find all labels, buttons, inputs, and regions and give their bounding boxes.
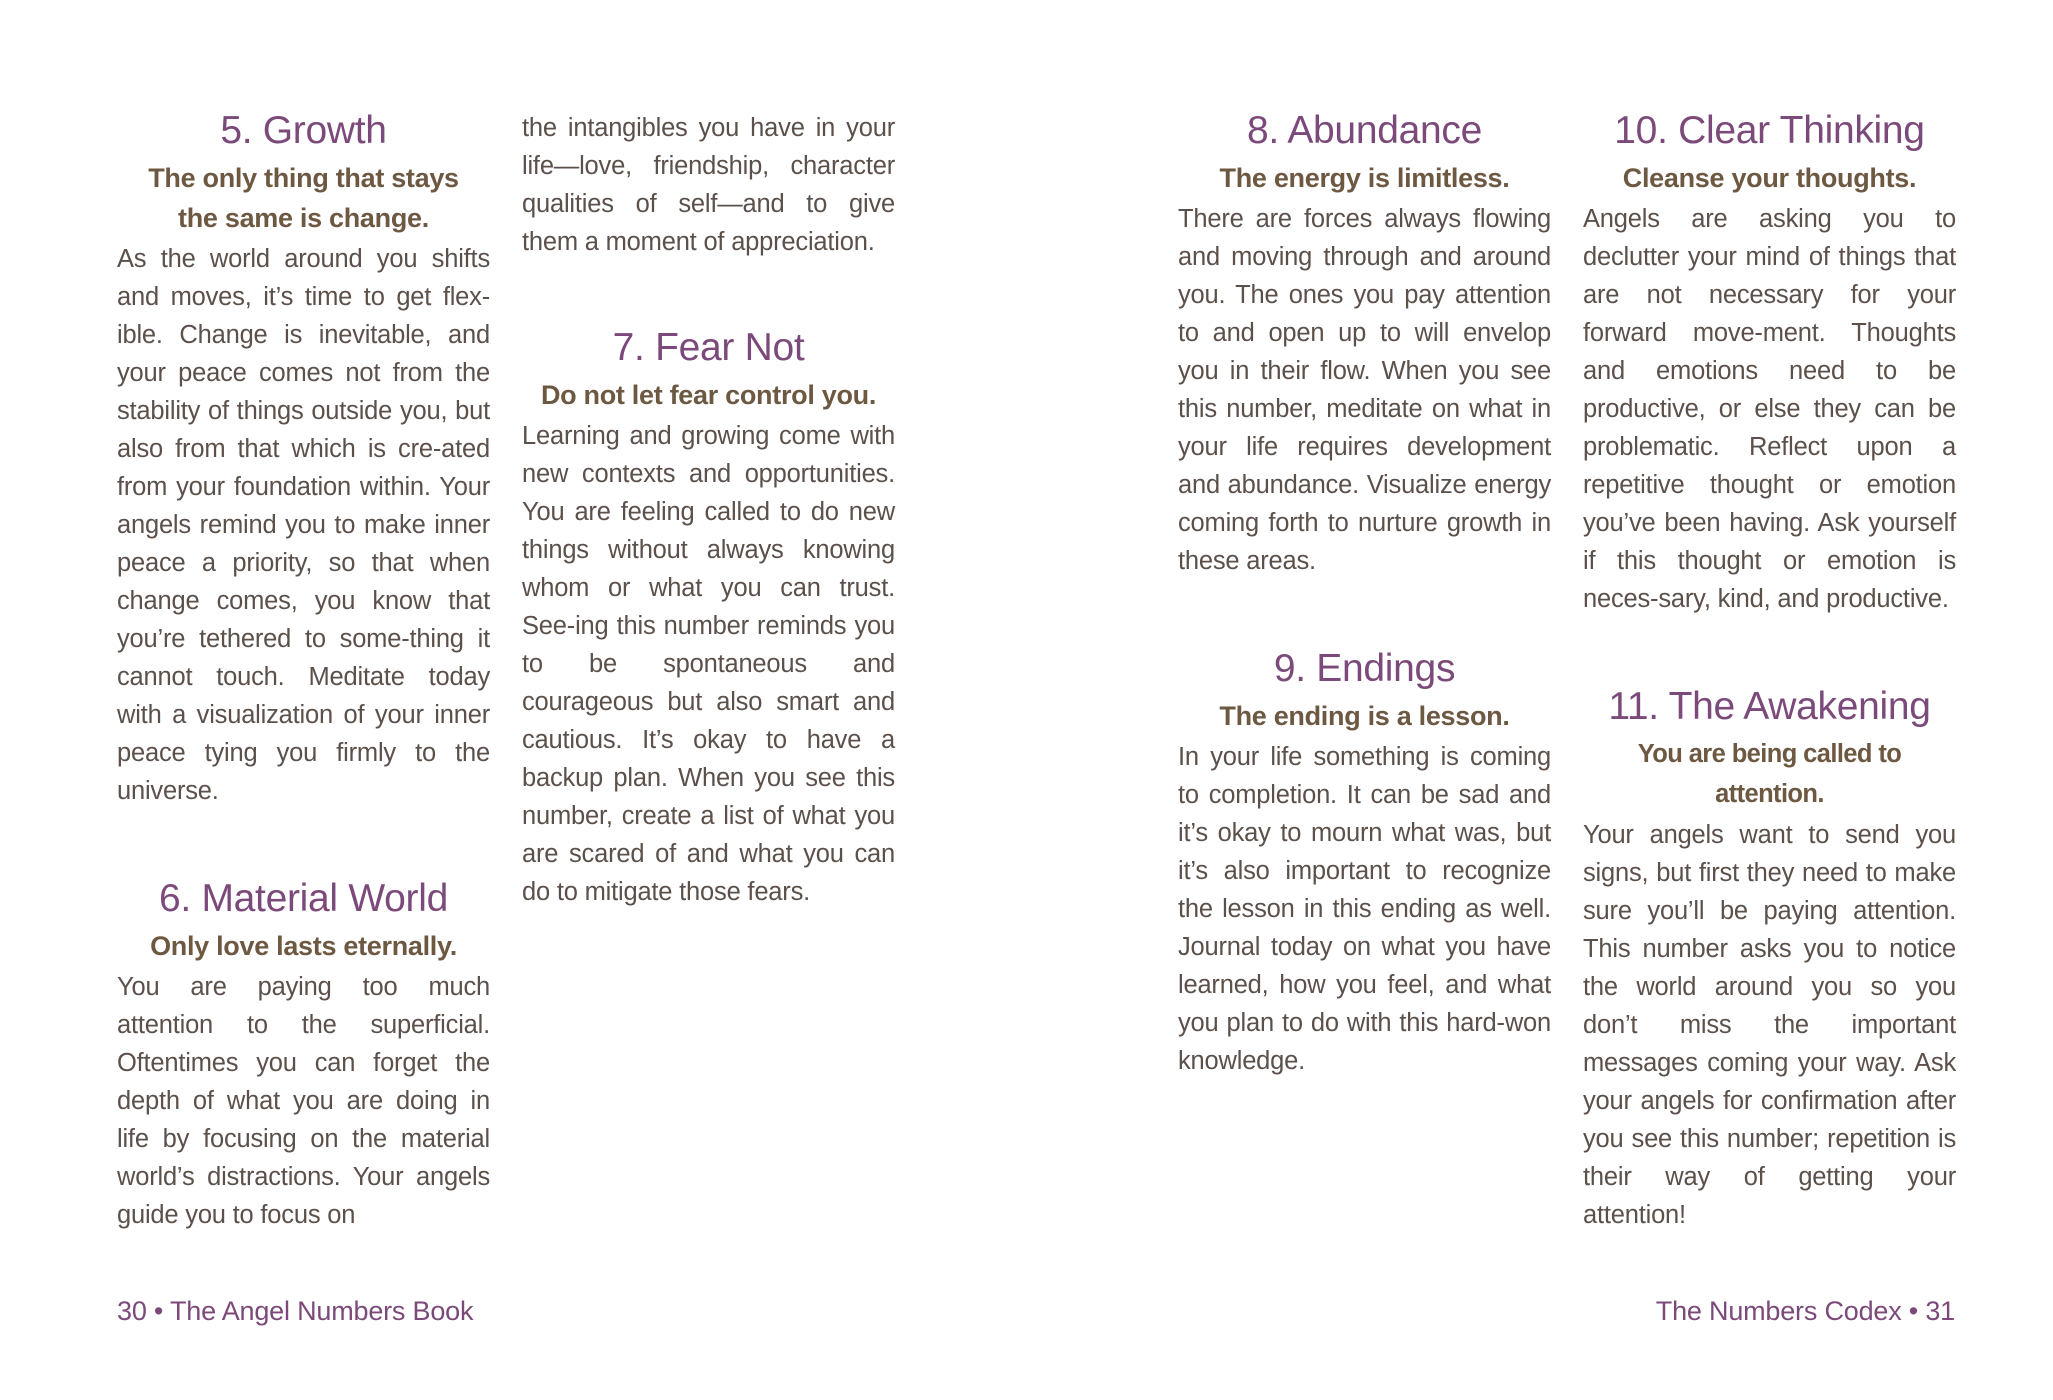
- section-subheading: The energy is limitless.: [1219, 163, 1510, 193]
- section-body: Learning and growing come with new contexts and opportunities. You are feeling called to do new things without always knowing whom or what you can trust. See-ing this number reminds you to be spontaneous and courageous but also smart and cautious. It’s okay to have a backup plan. When you see this number, create a list of what you are scared of and what you can do to mitigate those fears.: [522, 422, 895, 906]
- spacer: [1583, 618, 1956, 684]
- section-body: Angels are asking you to declutter your mind of things that are not necessary for your forward move-ment. Thoughts and emotions need to be productive, or else they can be problematic. Reflect upon a repetitive thought or emotion you’ve been having. Ask yourself if this thought or emotion is neces-sary, kind, and productive.: [1583, 205, 1956, 613]
- section-7-fear-not: [522, 325, 895, 911]
- column-4: [1583, 108, 1956, 1234]
- column-2: [522, 109, 895, 911]
- section-subheading: Do not let fear control you.: [540, 380, 877, 410]
- column-1: [117, 108, 490, 1234]
- section-heading: 7. Fear Not: [612, 326, 805, 369]
- section-body: In your life something is coming to completion. It can be sad and it’s okay to mourn what was, but it’s also important to recognize the lesson in this ending as well. Journal today on what you have learned, how you feel, and what you plan to do with this hard-won knowledge.: [1178, 743, 1551, 1075]
- section-body-continued: the intangibles you have in your life—love, friendship, character qualities of self—and to give them a moment of appreciation.: [522, 114, 895, 256]
- section-subheading: You are being called to attention.: [1637, 740, 1902, 808]
- section-11-the-awakening: [1583, 684, 1956, 1234]
- page-footer-left: 30 • The Angel Numbers Book: [117, 1296, 474, 1326]
- section-heading: 5. Growth: [220, 109, 387, 152]
- section-6-material-world: [117, 876, 490, 1234]
- section-body: You are paying too much attention to the superficial. Oftentimes you can forget the depth of what you are doing in life by focusing on the material world’s distractions. Your angels guide you to focus on: [117, 973, 490, 1229]
- section-subheading: Only love lasts eternally.: [150, 931, 457, 961]
- section-subheading: The ending is a lesson.: [1219, 701, 1510, 731]
- page-footer-right: The Numbers Codex • 31: [1655, 1296, 1955, 1326]
- section-heading: 9. Endings: [1273, 647, 1456, 690]
- section-8-abundance: [1178, 108, 1551, 580]
- section-body: There are forces always flowing and moving through and around you. The ones you pay attention to and open up to will envelop you in their flow. When you see this number, meditate on what in your life requires development and abundance. Visualize energy coming forth to nurture growth in these areas.: [1178, 205, 1551, 575]
- section-heading: 11. The Awakening: [1608, 685, 1931, 728]
- section-heading: 10. Clear Thinking: [1614, 109, 1925, 152]
- spacer: [1178, 580, 1551, 646]
- spacer: [117, 810, 490, 876]
- section-heading: 8. Abundance: [1247, 109, 1482, 152]
- section-5-growth: [117, 108, 490, 810]
- spacer: [522, 261, 895, 325]
- right-page: [1027, 0, 2053, 1400]
- section-body: As the world around you shifts and moves, it’s time to get flex-ible. Change is inevitable, and your peace comes not from the stability of things outside you, but also from that which is cre-ated from your foundation within. Your angels remind you to make inner peace a priority, so that when change comes, you know that you’re tethered to some-thing it cannot touch. Meditate today with a visualization of your inner peace tying you firmly to the universe.: [117, 245, 490, 805]
- left-page: [0, 0, 1026, 1400]
- section-10-clear-thinking: [1583, 108, 1956, 618]
- column-3: [1178, 108, 1551, 1080]
- section-subheading: The only thing that stays the same is change.: [148, 163, 459, 233]
- section-body: Your angels want to send you signs, but first they need to make sure you’ll be paying attention. This number asks you to notice the world around you so you don’t miss the important messages coming your way. Ask your angels for confirmation after you see this number; repetition is their way of getting your attention!: [1583, 821, 1956, 1229]
- section-subheading: Cleanse your thoughts.: [1622, 163, 1917, 193]
- section-9-endings: [1178, 646, 1551, 1080]
- section-heading: 6. Material World: [159, 877, 448, 920]
